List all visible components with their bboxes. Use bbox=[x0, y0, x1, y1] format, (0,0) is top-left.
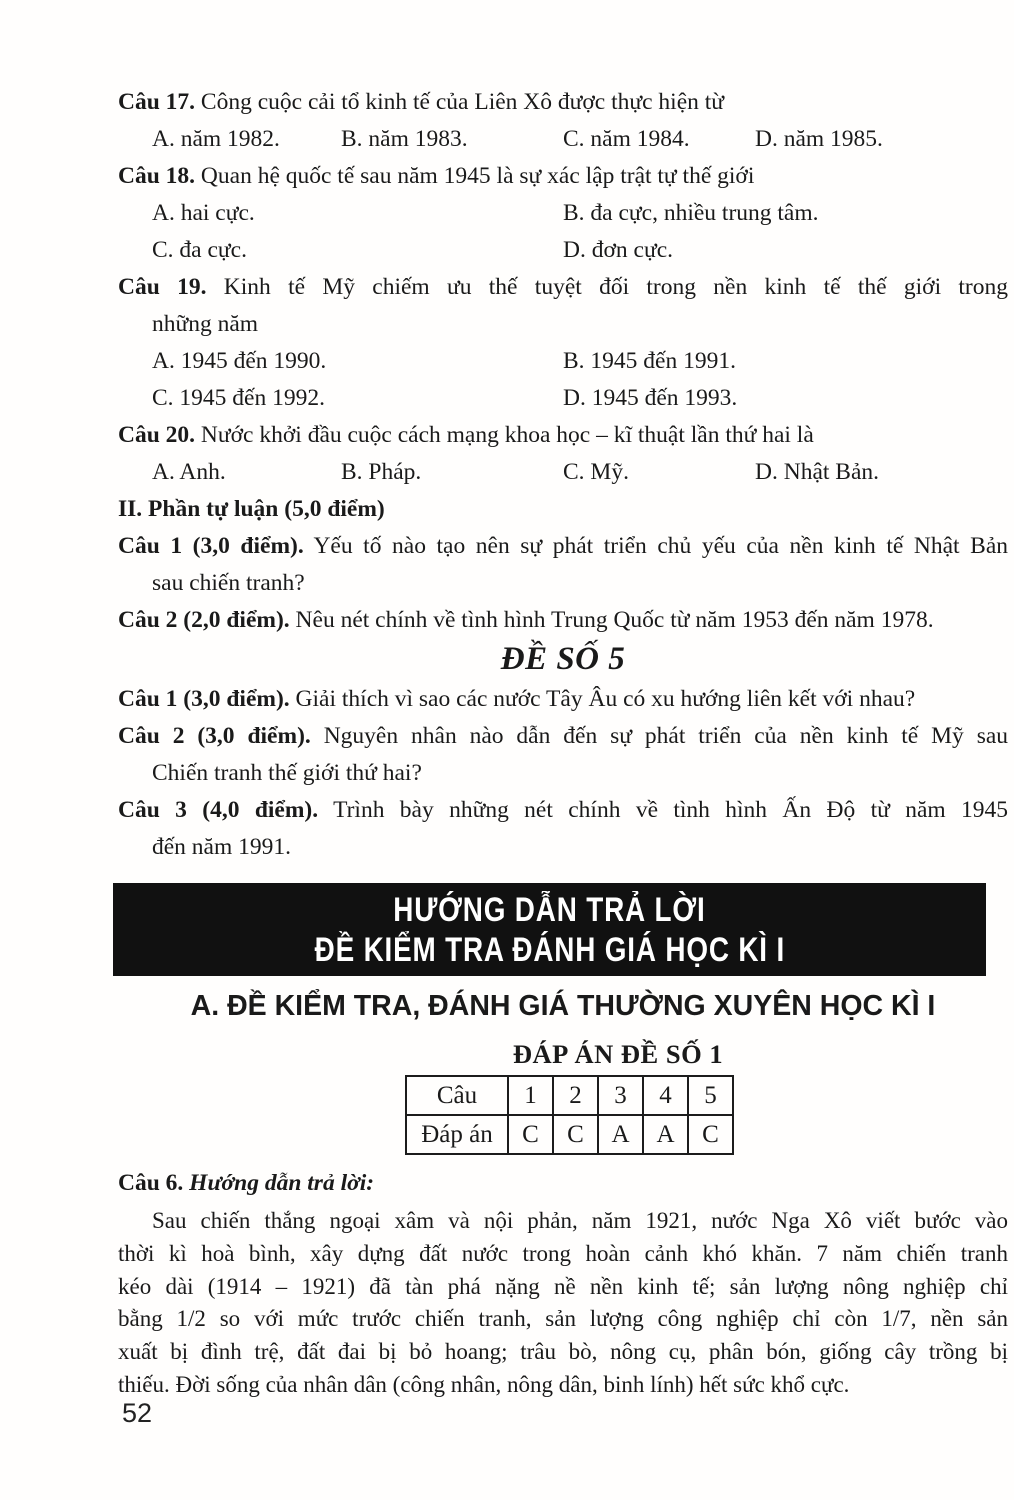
answer-table-a1: C bbox=[508, 1115, 553, 1154]
answer-table-title: ĐÁP ÁN ĐỀ SỐ 1 bbox=[512, 1039, 724, 1069]
question-19-option-d: D. 1945 đến 1993. bbox=[563, 385, 738, 411]
answer-table-q3: 3 bbox=[598, 1076, 643, 1115]
question-19-options-row2 bbox=[118, 380, 1008, 417]
essay-section-heading: II. Phần tự luận (5,0 điểm) bbox=[118, 496, 385, 522]
answer-table bbox=[405, 1075, 734, 1155]
question-18-option-c: C. đa cực. bbox=[152, 237, 247, 263]
question-6-heading bbox=[118, 1165, 1008, 1202]
paragraph-line: xuất bị đình trệ, đất đai bị bỏ hoang; trâu bò, nông cụ, phân bón, giống cây trồng bị bbox=[118, 1339, 1008, 1365]
exam-5-question-2-label: Câu 2 (3,0 điểm). bbox=[118, 723, 311, 749]
exam-5-question-3-label: Câu 3 (4,0 điểm). bbox=[118, 797, 319, 823]
paragraph-line: kéo dài (1914 – 1921) đã tàn phá nặng nề nền kinh tế; sản lượng nông nghiệp chỉ bbox=[118, 1273, 1008, 1299]
answer-table-a4: A bbox=[643, 1115, 688, 1154]
question-17 bbox=[118, 84, 1008, 121]
question-19-option-a: A. 1945 đến 1990. bbox=[152, 348, 327, 374]
question-19-label: Câu 19. bbox=[118, 274, 207, 300]
essay-question-1-line2: sau chiến tranh? bbox=[152, 570, 305, 596]
banner-line-2: ĐỀ KIỂM TRA ĐÁNH GIÁ HỌC KÌ I bbox=[314, 931, 785, 969]
question-18-text: Quan hệ quốc tế sau năm 1945 là sự xác lập trật tự thế giới bbox=[200, 163, 755, 189]
page-number: 52 bbox=[122, 1398, 153, 1428]
paragraph-line: thiếu. Đời sống của nhân dân (công nhân, nông dân, binh lính) hết sức khổ cực. bbox=[118, 1371, 850, 1397]
answer-table-q2: 2 bbox=[553, 1076, 598, 1115]
paragraph-line: Sau chiến thắng ngoại xâm và nội phản, năm 1921, nước Nga Xô viết bước vào bbox=[152, 1208, 1008, 1233]
question-18 bbox=[118, 158, 1008, 195]
question-17-text: Công cuộc cải tổ kinh tế của Liên Xô được thực hiện từ bbox=[200, 89, 725, 115]
question-6-title: Hướng dẫn trả lời: bbox=[189, 1170, 375, 1196]
exam-5-question-3-line1: Trình bày những nét chính về tình hình Ấn Độ từ năm 1945 bbox=[333, 797, 1009, 823]
question-18-option-a: A. hai cực. bbox=[152, 200, 255, 226]
question-20-option-c: C. Mỹ. bbox=[563, 459, 629, 485]
question-18-option-d: D. đơn cực. bbox=[563, 237, 673, 263]
question-6-label: Câu 6. bbox=[118, 1170, 184, 1196]
answer-table-answer-row bbox=[406, 1115, 733, 1154]
question-17-option-b: B. năm 1983. bbox=[341, 126, 468, 152]
exam-5-question-1-text: Giải thích vì sao các nước Tây Âu có xu hướng liên kết với nhau? bbox=[295, 686, 916, 712]
paragraph-line: bằng 1/2 so với mức trước chiến tranh, sản lượng công nghiệp chỉ còn 1/7, nền sản bbox=[118, 1306, 1008, 1332]
question-19-option-b: B. 1945 đến 1991. bbox=[563, 348, 736, 374]
question-19-option-c: C. 1945 đến 1992. bbox=[152, 385, 325, 411]
question-20-label: Câu 20. bbox=[118, 422, 196, 448]
exam-5-title: ĐỀ SỐ 5 bbox=[500, 641, 626, 677]
exam-5-question-2 bbox=[118, 718, 1008, 755]
essay-question-2 bbox=[118, 602, 1008, 639]
question-17-option-d: D. năm 1985. bbox=[755, 126, 883, 152]
document-body bbox=[118, 84, 1008, 1402]
question-20-option-b: B. Pháp. bbox=[341, 459, 422, 485]
paragraph-line: thời kì hoà bình, xây dựng đất nước trong hoàn cảnh khó khăn. 7 năm chiến tranh bbox=[118, 1240, 1008, 1266]
banner-line-1: HƯỚNG DẪN TRẢ LỜI bbox=[393, 891, 706, 929]
question-17-label: Câu 17. bbox=[118, 89, 196, 115]
answer-table-header-label: Câu bbox=[406, 1076, 508, 1115]
question-20 bbox=[118, 417, 1008, 454]
answer-table-answer-label: Đáp án bbox=[406, 1115, 508, 1154]
answer-guide-banner bbox=[113, 883, 986, 976]
section-a-heading: A. ĐỀ KIỂM TRA, ĐÁNH GIÁ THƯỜNG XUYÊN HỌC KÌ I bbox=[190, 990, 936, 1022]
exam-5-question-3-line2: đến năm 1991. bbox=[152, 834, 292, 860]
essay-question-1-label: Câu 1 (3,0 điểm). bbox=[118, 533, 304, 559]
question-20-options bbox=[118, 454, 1008, 491]
essay-question-2-text: Nêu nét chính về tình hình Trung Quốc từ năm 1953 đến năm 1978. bbox=[295, 607, 934, 633]
essay-question-1-line1: Yếu tố nào tạo nên sự phát triển chủ yếu của nền kinh tế Nhật Bản bbox=[313, 533, 1008, 559]
question-19 bbox=[118, 269, 1008, 306]
question-19-text-line1: Kinh tế Mỹ chiếm ưu thế tuyệt đối trong nền kinh tế thế giới trong bbox=[223, 274, 1009, 300]
exam-5-question-2-line1: Nguyên nhân nào dẫn đến sự phát triển của nền kinh tế Mỹ sau bbox=[323, 723, 1009, 749]
exam-5-question-1-label: Câu 1 (3,0 điểm). bbox=[118, 686, 290, 712]
exam-5-question-1 bbox=[118, 681, 1008, 718]
question-6-answer-paragraph bbox=[118, 1205, 1008, 1402]
question-19-options-row1 bbox=[118, 343, 1008, 380]
question-17-option-c: C. năm 1984. bbox=[563, 126, 690, 152]
question-17-options bbox=[118, 121, 1008, 158]
question-20-option-d: D. Nhật Bản. bbox=[755, 459, 880, 485]
exam-5-question-2-line2: Chiến tranh thế giới thứ hai? bbox=[152, 760, 422, 786]
exam-5-question-3 bbox=[118, 792, 1008, 829]
answer-table-q1: 1 bbox=[508, 1076, 553, 1115]
question-19-text-line2: những năm bbox=[152, 311, 259, 337]
question-18-label: Câu 18. bbox=[118, 163, 196, 189]
answer-table-a2: C bbox=[553, 1115, 598, 1154]
answer-table-a3: A bbox=[598, 1115, 643, 1154]
question-17-option-a: A. năm 1982. bbox=[152, 126, 280, 152]
question-20-option-a: A. Anh. bbox=[152, 459, 226, 485]
essay-question-1 bbox=[118, 528, 1008, 565]
answer-table-q5: 5 bbox=[688, 1076, 733, 1115]
question-18-options-row1 bbox=[118, 195, 1008, 232]
answer-table-header-row bbox=[406, 1076, 733, 1115]
answer-table-q4: 4 bbox=[643, 1076, 688, 1115]
question-18-options-row2 bbox=[118, 232, 1008, 269]
essay-question-2-label: Câu 2 (2,0 điểm). bbox=[118, 607, 290, 633]
answer-table-a5: C bbox=[688, 1115, 733, 1154]
question-18-option-b: B. đa cực, nhiều trung tâm. bbox=[563, 200, 819, 226]
question-20-text: Nước khởi đầu cuộc cách mạng khoa học – kĩ thuật lần thứ hai là bbox=[200, 422, 814, 448]
